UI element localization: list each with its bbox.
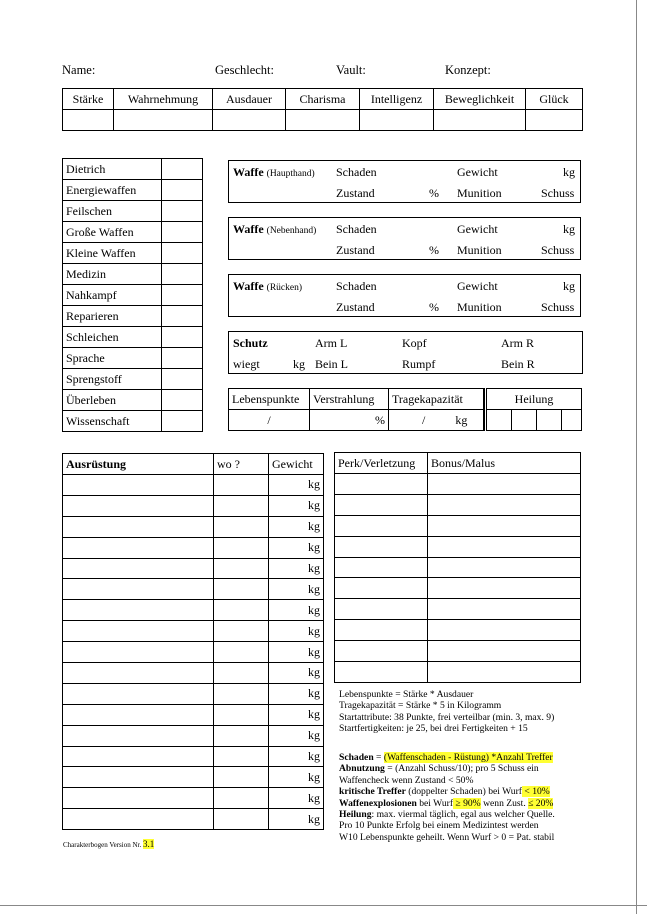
rule-line: Startattribute: 38 Punkte, frei verteilbar (min. 3, max. 9) [339, 711, 555, 723]
weapon-kg-label: kg [563, 279, 575, 293]
attr-agility: Beweglichkeit [434, 89, 526, 110]
wear-rule-label: Abnutzung [339, 763, 385, 775]
protection-box [228, 331, 583, 374]
skill-value-cell[interactable] [162, 159, 203, 180]
damage-formula: (Waffenschaden - Rüstung) *Anzahl Treffer [383, 752, 553, 763]
carry-kg: kg [455, 412, 468, 427]
heal-header: Heilung [486, 389, 582, 410]
skill-label: Große Waffen [63, 222, 162, 243]
perk-cell[interactable] [335, 641, 428, 662]
carry-slash: / [422, 412, 426, 427]
equipment-kg-unit: kg [308, 519, 320, 534]
equipment-weight-cell[interactable] [269, 809, 324, 830]
equipment-weight-cell[interactable] [269, 725, 324, 746]
weapon-title: Waffe (Nebenhand) [233, 222, 317, 236]
bonus-cell[interactable] [428, 536, 581, 557]
equipment-weight-cell[interactable] [269, 475, 324, 496]
bonus-cell[interactable] [428, 494, 581, 515]
page-edge-right [636, 0, 637, 914]
weapon-condition-label: Zustand [336, 186, 375, 200]
bonus-cell[interactable] [428, 578, 581, 599]
crit-value: < 10% [522, 786, 550, 798]
skill-row [63, 306, 203, 327]
equipment-item-cell[interactable] [63, 516, 214, 537]
equipment-kg-unit: kg [308, 602, 320, 617]
weapon-title: Waffe (Rücken) [233, 279, 303, 293]
equipment-row [63, 725, 324, 746]
skill-label: Schleichen [63, 327, 162, 348]
weapon-damage-label: Schaden [336, 165, 377, 179]
weapon-damage-label: Schaden [336, 279, 377, 293]
equipment-row [63, 516, 324, 537]
attr-perception: Wahrnehmung [114, 89, 213, 110]
bonus-cell[interactable] [428, 599, 581, 620]
equipment-kg-unit: kg [308, 769, 320, 784]
skill-value-cell[interactable] [162, 306, 203, 327]
weapon-percent-label: % [429, 300, 439, 314]
bonus-header: Bonus/Malus [428, 453, 581, 474]
perk-row [335, 578, 581, 599]
equipment-kg-unit: kg [308, 498, 320, 513]
equipment-row [63, 788, 324, 809]
vault-label: Vault: [336, 63, 366, 77]
equipment-item-cell[interactable] [63, 725, 214, 746]
skill-value-cell[interactable] [162, 411, 203, 432]
version-number: 3.1 [142, 839, 155, 849]
weapon-percent-label: % [429, 186, 439, 200]
weapon-weight-label: Gewicht [457, 279, 498, 293]
leg-right-label: Bein R [501, 357, 535, 371]
equipment-kg-unit: kg [308, 707, 320, 722]
equipment-where-cell[interactable] [214, 558, 269, 579]
equipment-where-cell[interactable] [214, 809, 269, 830]
vitals-value-row [229, 410, 582, 431]
equipment-item-cell[interactable] [63, 788, 214, 809]
torso-label: Rumpf [402, 357, 436, 371]
equipment-weight-cell[interactable] [269, 516, 324, 537]
equipment-where-cell[interactable] [214, 788, 269, 809]
skill-row [63, 390, 203, 411]
head-label: Kopf [402, 336, 427, 350]
equipment-title: Ausrüstung [63, 454, 214, 475]
weapon-ammo-label: Munition [457, 300, 502, 314]
equipment-row [63, 683, 324, 704]
version-label: Charakterbogen Version Nr. [63, 841, 143, 849]
attr-value-cell[interactable] [526, 110, 583, 131]
equipment-kg-unit: kg [308, 540, 320, 555]
equipment-weight-cell[interactable] [269, 537, 324, 558]
skill-label: Überleben [63, 390, 162, 411]
equipment-where-cell[interactable] [214, 516, 269, 537]
weapon-weight-label: Gewicht [457, 165, 498, 179]
perk-cell[interactable] [335, 557, 428, 578]
equipment-where-cell[interactable] [214, 746, 269, 767]
skill-row [63, 159, 203, 180]
weapon-damage-label: Schaden [336, 222, 377, 236]
perk-cell[interactable] [335, 494, 428, 515]
equipment-row [63, 600, 324, 621]
weapon-kg-label: kg [563, 222, 575, 236]
rule-line: Startfertigkeiten: je 25, bei drei Fertigkeiten + 15 [339, 723, 528, 735]
perk-header: Perk/Verletzung [335, 453, 428, 474]
rule-line: Tragekapazität = Stärke * 5 in Kilogramm [339, 700, 502, 712]
weapon-title: Waffe (Haupthand) [233, 165, 315, 179]
equipment-weight-cell[interactable] [269, 495, 324, 516]
skill-value-cell[interactable] [162, 180, 203, 201]
equipment-weight-header: Gewicht [269, 454, 324, 475]
attr-value-cell[interactable] [63, 110, 114, 131]
heal-rule-text2: Pro 10 Punkte Erfolg bei einem Medizintest werden [339, 820, 539, 832]
skill-value-cell[interactable] [162, 327, 203, 348]
attr-luck: Glück [526, 89, 583, 110]
perk-row [335, 620, 581, 641]
equipment-weight-cell[interactable] [269, 746, 324, 767]
perk-row [335, 494, 581, 515]
equipment-weight-cell[interactable] [269, 788, 324, 809]
equipment-item-cell[interactable] [63, 475, 214, 496]
equipment-item-cell[interactable] [63, 558, 214, 579]
perk-row [335, 515, 581, 536]
arm-right-label: Arm R [501, 336, 534, 350]
attr-value-cell[interactable] [434, 110, 526, 131]
equipment-where-cell[interactable] [214, 683, 269, 704]
equipment-weight-cell[interactable] [269, 704, 324, 725]
equipment-header-row [63, 454, 324, 475]
equipment-item-cell[interactable] [63, 579, 214, 600]
hp-value-cell[interactable] [229, 410, 310, 431]
perk-cell[interactable] [335, 620, 428, 641]
damage-eq: = [373, 752, 384, 763]
skill-label: Reparieren [63, 306, 162, 327]
weapon-box [228, 217, 581, 260]
heal-cell[interactable] [562, 410, 582, 431]
equipment-where-cell[interactable] [214, 704, 269, 725]
radiation-value-cell[interactable] [310, 410, 389, 431]
skills-table [62, 158, 203, 432]
skill-label: Kleine Waffen [63, 243, 162, 264]
attr-value-cell[interactable] [213, 110, 286, 131]
perk-row [335, 474, 581, 495]
equipment-kg-unit: kg [308, 477, 320, 492]
bonus-cell[interactable] [428, 620, 581, 641]
wear-rule-text2: Waffencheck wenn Zustand < 50% [339, 774, 474, 786]
equipment-item-cell[interactable] [63, 663, 214, 684]
equipment-kg-unit: kg [308, 790, 320, 805]
skill-label: Dietrich [63, 159, 162, 180]
equipment-kg-unit: kg [308, 811, 320, 826]
weapon-box [228, 274, 581, 317]
gender-label: Geschlecht: [215, 63, 275, 77]
skill-label: Sprengstoff [63, 369, 162, 390]
skill-value-cell[interactable] [162, 201, 203, 222]
attributes-header-row [63, 89, 583, 110]
skill-label: Sprache [63, 348, 162, 369]
equipment-item-cell[interactable] [63, 746, 214, 767]
weapon-condition-label: Zustand [336, 243, 375, 257]
skill-label: Feilschen [63, 201, 162, 222]
skill-row [63, 411, 203, 432]
equipment-weight-cell[interactable] [269, 558, 324, 579]
equipment-kg-unit: kg [308, 623, 320, 638]
skill-row [63, 369, 203, 390]
explosion-rule-label: Waffenexplosionen [339, 797, 417, 809]
equipment-row [63, 746, 324, 767]
perk-cell[interactable] [335, 599, 428, 620]
weighs-label: wiegt [233, 357, 260, 371]
explosion-rule-text2: wenn Zust. [480, 797, 529, 809]
equipment-where-header: wo ? [214, 454, 269, 475]
equipment-kg-unit: kg [308, 561, 320, 575]
explosion-condition-value: ≤ 20% [528, 797, 554, 809]
perk-cell[interactable] [335, 662, 428, 683]
perk-row [335, 536, 581, 557]
skill-row [63, 327, 203, 348]
combat-rules [339, 752, 555, 843]
equipment-where-cell[interactable] [214, 767, 269, 788]
attributes-table [62, 88, 583, 131]
perk-cell[interactable] [335, 515, 428, 536]
equipment-weight-cell[interactable] [269, 683, 324, 704]
hp-slash: / [267, 412, 271, 427]
equipment-where-cell[interactable] [214, 579, 269, 600]
heal-rule-label: Heilung [339, 809, 372, 821]
attr-value-cell[interactable] [114, 110, 213, 131]
skill-value-cell[interactable] [162, 390, 203, 411]
perk-cell[interactable] [335, 536, 428, 557]
leg-left-label: Bein L [315, 357, 348, 371]
explosion-value: ≥ 90% [453, 797, 481, 809]
weapon-box [228, 160, 581, 203]
hp-header: Lebenspunkte [229, 389, 310, 410]
weapon-ammo-label: Munition [457, 243, 502, 257]
equipment-row [63, 621, 324, 642]
skill-row [63, 243, 203, 264]
protection-kg-label: kg [293, 357, 305, 371]
equipment-row [63, 663, 324, 684]
equipment-item-cell[interactable] [63, 809, 214, 830]
attr-strength: Stärke [63, 89, 114, 110]
skill-value-cell[interactable] [162, 243, 203, 264]
page-edge-bottom [0, 905, 647, 906]
equipment-kg-unit: kg [308, 749, 320, 764]
equipment-weight-cell[interactable] [269, 621, 324, 642]
equipment-item-cell[interactable] [63, 683, 214, 704]
perks-header-row [335, 453, 581, 474]
skill-row [63, 222, 203, 243]
skill-row [63, 285, 203, 306]
skill-row [63, 201, 203, 222]
attr-charisma: Charisma [286, 89, 360, 110]
equipment-weight-cell[interactable] [269, 663, 324, 684]
equipment-weight-cell[interactable] [269, 600, 324, 621]
equipment-where-cell[interactable] [214, 495, 269, 516]
equipment-where-cell[interactable] [214, 642, 269, 663]
skill-label: Energiewaffen [63, 180, 162, 201]
perk-row [335, 662, 581, 683]
general-rules [339, 689, 554, 735]
equipment-kg-unit: kg [308, 728, 320, 743]
weapon-percent-label: % [429, 243, 439, 257]
equipment-item-cell[interactable] [63, 600, 214, 621]
weapon-shots-label: Schuss [541, 243, 575, 257]
skill-label: Wissenschaft [63, 411, 162, 432]
weapon-ammo-label: Munition [457, 186, 502, 200]
equipment-item-cell[interactable] [63, 704, 214, 725]
heal-rule-text3: W10 Lebenspunkte geheilt. Wenn Wurf > 0 = Pat. stabil [339, 831, 555, 843]
equipment-kg-unit: kg [308, 581, 320, 596]
equipment-where-cell[interactable] [214, 621, 269, 642]
skill-label: Medizin [63, 264, 162, 285]
equipment-row [63, 704, 324, 725]
equipment-kg-unit: kg [308, 644, 320, 659]
equipment-row [63, 558, 324, 579]
protection-title: Schutz [233, 336, 268, 350]
bonus-cell[interactable] [428, 662, 581, 683]
perk-row [335, 557, 581, 578]
equipment-weight-cell[interactable] [269, 642, 324, 663]
skill-value-cell[interactable] [162, 348, 203, 369]
skill-value-cell[interactable] [162, 222, 203, 243]
carry-value-cell[interactable] [389, 410, 484, 431]
equipment-row [63, 642, 324, 663]
bonus-cell[interactable] [428, 515, 581, 536]
vitals-table [228, 388, 582, 431]
skill-row [63, 348, 203, 369]
heal-cell[interactable] [486, 410, 512, 431]
crit-rule-label: kritische Treffer [339, 786, 406, 798]
equipment-where-cell[interactable] [214, 600, 269, 621]
perk-cell[interactable] [335, 474, 428, 495]
arm-left-label: Arm L [315, 336, 348, 350]
skill-value-cell[interactable] [162, 285, 203, 306]
equipment-item-cell[interactable] [63, 537, 214, 558]
equipment-where-cell[interactable] [214, 537, 269, 558]
radiation-percent: % [375, 412, 385, 427]
crit-rule-text: (doppelter Schaden) bei Wurf [405, 786, 522, 798]
damage-rule-label: Schaden [339, 752, 374, 763]
equipment-table [62, 453, 324, 830]
skill-value-cell[interactable] [162, 369, 203, 390]
heal-cell[interactable] [512, 410, 537, 431]
perk-row [335, 641, 581, 662]
equipment-where-cell[interactable] [214, 725, 269, 746]
skill-row [63, 180, 203, 201]
bonus-cell[interactable] [428, 474, 581, 495]
radiation-header: Verstrahlung [310, 389, 389, 410]
weapon-shots-label: Schuss [541, 186, 575, 200]
equipment-row [63, 767, 324, 788]
concept-label: Konzept: [445, 63, 491, 77]
equipment-row [63, 475, 324, 496]
equipment-item-cell[interactable] [63, 642, 214, 663]
equipment-item-cell[interactable] [63, 621, 214, 642]
bonus-cell[interactable] [428, 557, 581, 578]
perk-cell[interactable] [335, 578, 428, 599]
equipment-kg-unit: kg [308, 686, 320, 701]
wear-rule-text: = (Anzahl Schuss/10); pro 5 Schuss ein [384, 763, 539, 775]
rule-line: Lebenspunkte = Stärke * Ausdauer [339, 689, 474, 700]
vitals-header-row [229, 389, 582, 410]
attr-value-cell[interactable] [360, 110, 434, 131]
equipment-weight-cell[interactable] [269, 579, 324, 600]
perk-row [335, 599, 581, 620]
attr-endurance: Ausdauer [213, 89, 286, 110]
equipment-row [63, 579, 324, 600]
equipment-where-cell[interactable] [214, 663, 269, 684]
equipment-row [63, 809, 324, 830]
weapon-kg-label: kg [563, 165, 575, 179]
attributes-value-row [63, 110, 583, 131]
equipment-item-cell[interactable] [63, 767, 214, 788]
explosion-rule-text: bei Wurf [416, 797, 454, 809]
weapon-shots-label: Schuss [541, 300, 575, 314]
equipment-item-cell[interactable] [63, 495, 214, 516]
weapon-condition-label: Zustand [336, 300, 375, 314]
heal-rule-text: : max. viermal täglich, egal aus welcher Quelle. [371, 809, 555, 821]
heal-cell[interactable] [537, 410, 562, 431]
equipment-weight-cell[interactable] [269, 767, 324, 788]
skill-value-cell[interactable] [162, 264, 203, 285]
name-label: Name: [62, 63, 96, 77]
equipment-kg-unit: kg [308, 665, 320, 680]
attr-intelligence: Intelligenz [360, 89, 434, 110]
bonus-cell[interactable] [428, 641, 581, 662]
perks-table [334, 452, 581, 683]
equipment-row [63, 495, 324, 516]
attr-value-cell[interactable] [286, 110, 360, 131]
equipment-row [63, 537, 324, 558]
equipment-where-cell[interactable] [214, 475, 269, 496]
skill-label: Nahkampf [63, 285, 162, 306]
carry-header: Tragekapazität [389, 389, 484, 410]
skill-row [63, 264, 203, 285]
weapon-weight-label: Gewicht [457, 222, 498, 236]
version-footer [63, 839, 154, 849]
